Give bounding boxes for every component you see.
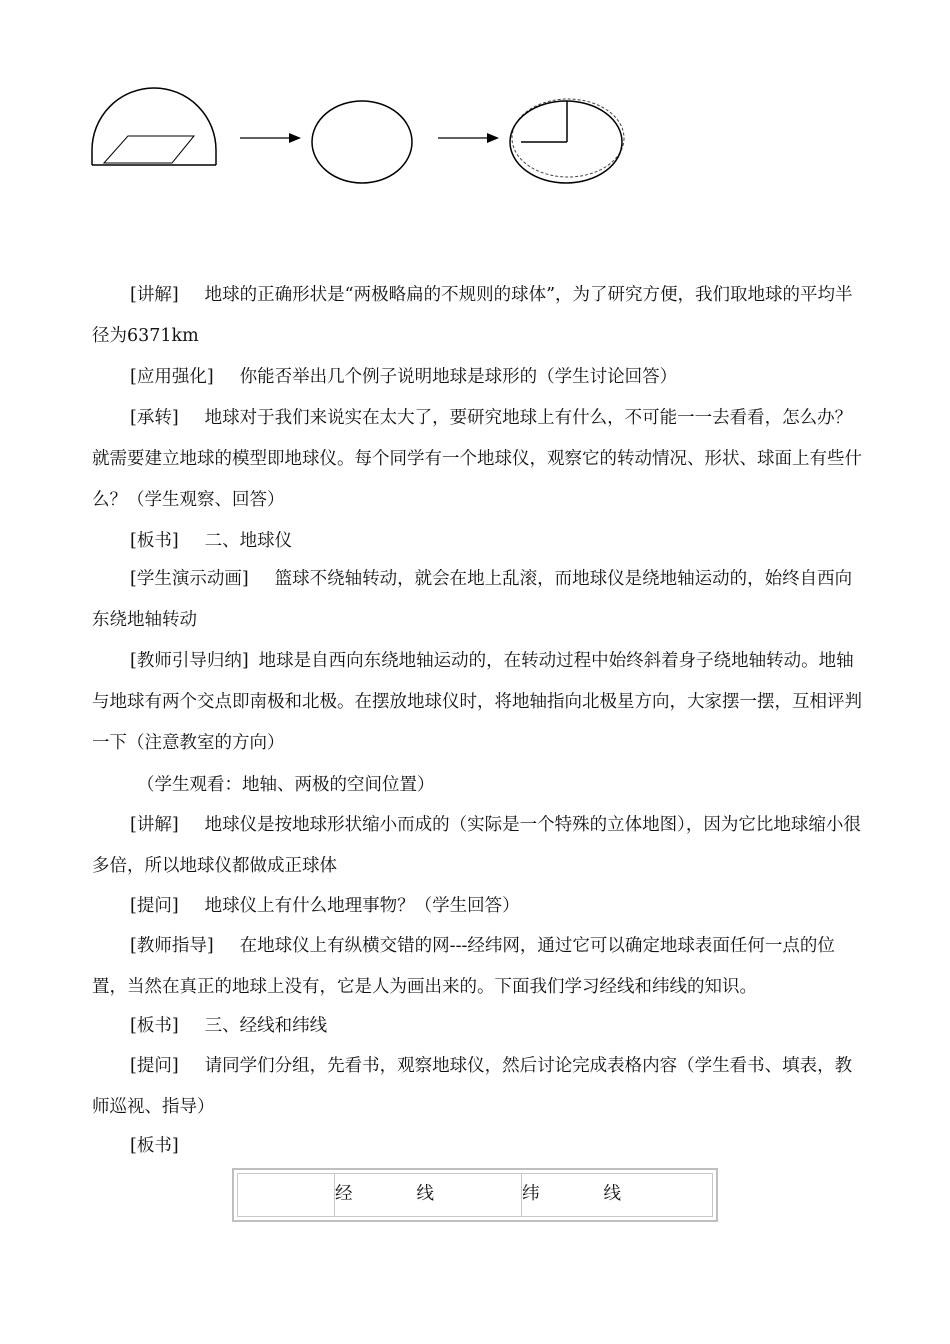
- paragraph-1: [92, 275, 862, 357]
- arrow-2-head: [487, 133, 499, 143]
- paragraph-tag: [学生演示动画]: [130, 569, 249, 589]
- paragraph-6: [92, 641, 862, 764]
- paragraph-tag: [提问]: [130, 896, 179, 916]
- paragraph-tag: [板书]: [130, 1136, 179, 1156]
- paragraph-text: 地球的正确形状是“两极略扁的不规则的球体”，为了研究方便，我们取地球的平均半径为6371km: [92, 285, 853, 346]
- paragraph-text: 请同学们分组，先看书，观察地球仪，然后讨论完成表格内容（学生看书、填表，教师巡视、指导）: [92, 1056, 853, 1117]
- parallelogram-shape: [104, 136, 194, 163]
- paragraph-13: [92, 1126, 862, 1167]
- board-table: [237, 1173, 713, 1217]
- paragraph-3: [92, 398, 862, 521]
- table-header-cell-empty: [238, 1174, 335, 1217]
- paragraph-tag: [板书]: [130, 1016, 179, 1036]
- paragraph-tag: [讲解]: [130, 815, 179, 835]
- paragraph-text: 地球仪是按地球形状缩小而成的（实际是一个特殊的立体地图），因为它比地球缩小很多倍，所以地球仪都做成正球体: [92, 815, 861, 876]
- earth-shape-diagram: [0, 0, 950, 200]
- arrow-1-head: [289, 133, 301, 143]
- semicircle-shape: [92, 88, 216, 165]
- paragraph-10: [92, 926, 862, 1008]
- table-header-meridian: 经线: [335, 1174, 522, 1217]
- paragraph-5: [92, 559, 862, 641]
- paragraph-11: [92, 1006, 862, 1047]
- board-table-frame: [232, 1168, 718, 1222]
- paragraph-9: [92, 886, 862, 927]
- table-header-row: [238, 1174, 713, 1217]
- paragraph-text: 篮球不绕轴转动，就会在地上乱滚，而地球仪是绕地轴运动的，始终自西向东绕地轴转动: [92, 569, 853, 630]
- paragraph-2: [92, 357, 862, 398]
- paragraph-tag: [教师指导]: [130, 936, 214, 956]
- paragraph-tag: [板书]: [130, 531, 179, 551]
- paragraph-text: 地球仪上有什么地理事物？（学生回答）: [204, 896, 520, 916]
- paragraph-text: 在地球仪上有纵横交错的网---经纬网，通过它可以确定地球表面任何一点的位置，当然在真正的地球上没有，它是人为画出来的。下面我们学习经线和纬线的知识。: [92, 936, 835, 997]
- paragraph-7: [137, 765, 907, 806]
- paragraph-tag: [承转]: [130, 408, 179, 428]
- ellipse-shape: [312, 101, 412, 183]
- paragraph-tag: [提问]: [130, 1056, 179, 1076]
- paragraph-text: 地球对于我们来说实在太大了，要研究地球上有什么，不可能一一去看看，怎么办？就需要建立地球的模型即地球仪。每个同学有一个地球仪，观察它的转动情况、形状、球面上有些什么？（学生观察、回答）: [92, 408, 862, 510]
- paragraph-tag: [讲解]: [130, 285, 179, 305]
- paragraph-4: [92, 521, 862, 562]
- paragraph-12: [92, 1046, 862, 1128]
- paragraph-tag: [应用强化]: [130, 367, 214, 387]
- paragraph-text: 三、经线和纬线: [204, 1016, 328, 1036]
- paragraph-text: 地球是自西向东绕地轴运动的，在转动过程中始终斜着身子绕地轴转动。地轴与地球有两个交点即南极和北极。在摆放地球仪时，将地轴指向北极星方向，大家摆一摆，互相评判一下（注意教室的方向）: [92, 651, 862, 753]
- paragraph-text: （学生观看：地轴、两极的空间位置）: [137, 775, 435, 795]
- table-header-parallel: 纬线: [522, 1174, 713, 1217]
- paragraph-text: 你能否举出几个例子说明地球是球形的（学生讨论回答）: [239, 367, 678, 387]
- paragraph-text: 二、地球仪: [204, 531, 293, 551]
- paragraph-tag: [教师引导归纳]: [130, 651, 249, 671]
- paragraph-8: [92, 805, 862, 887]
